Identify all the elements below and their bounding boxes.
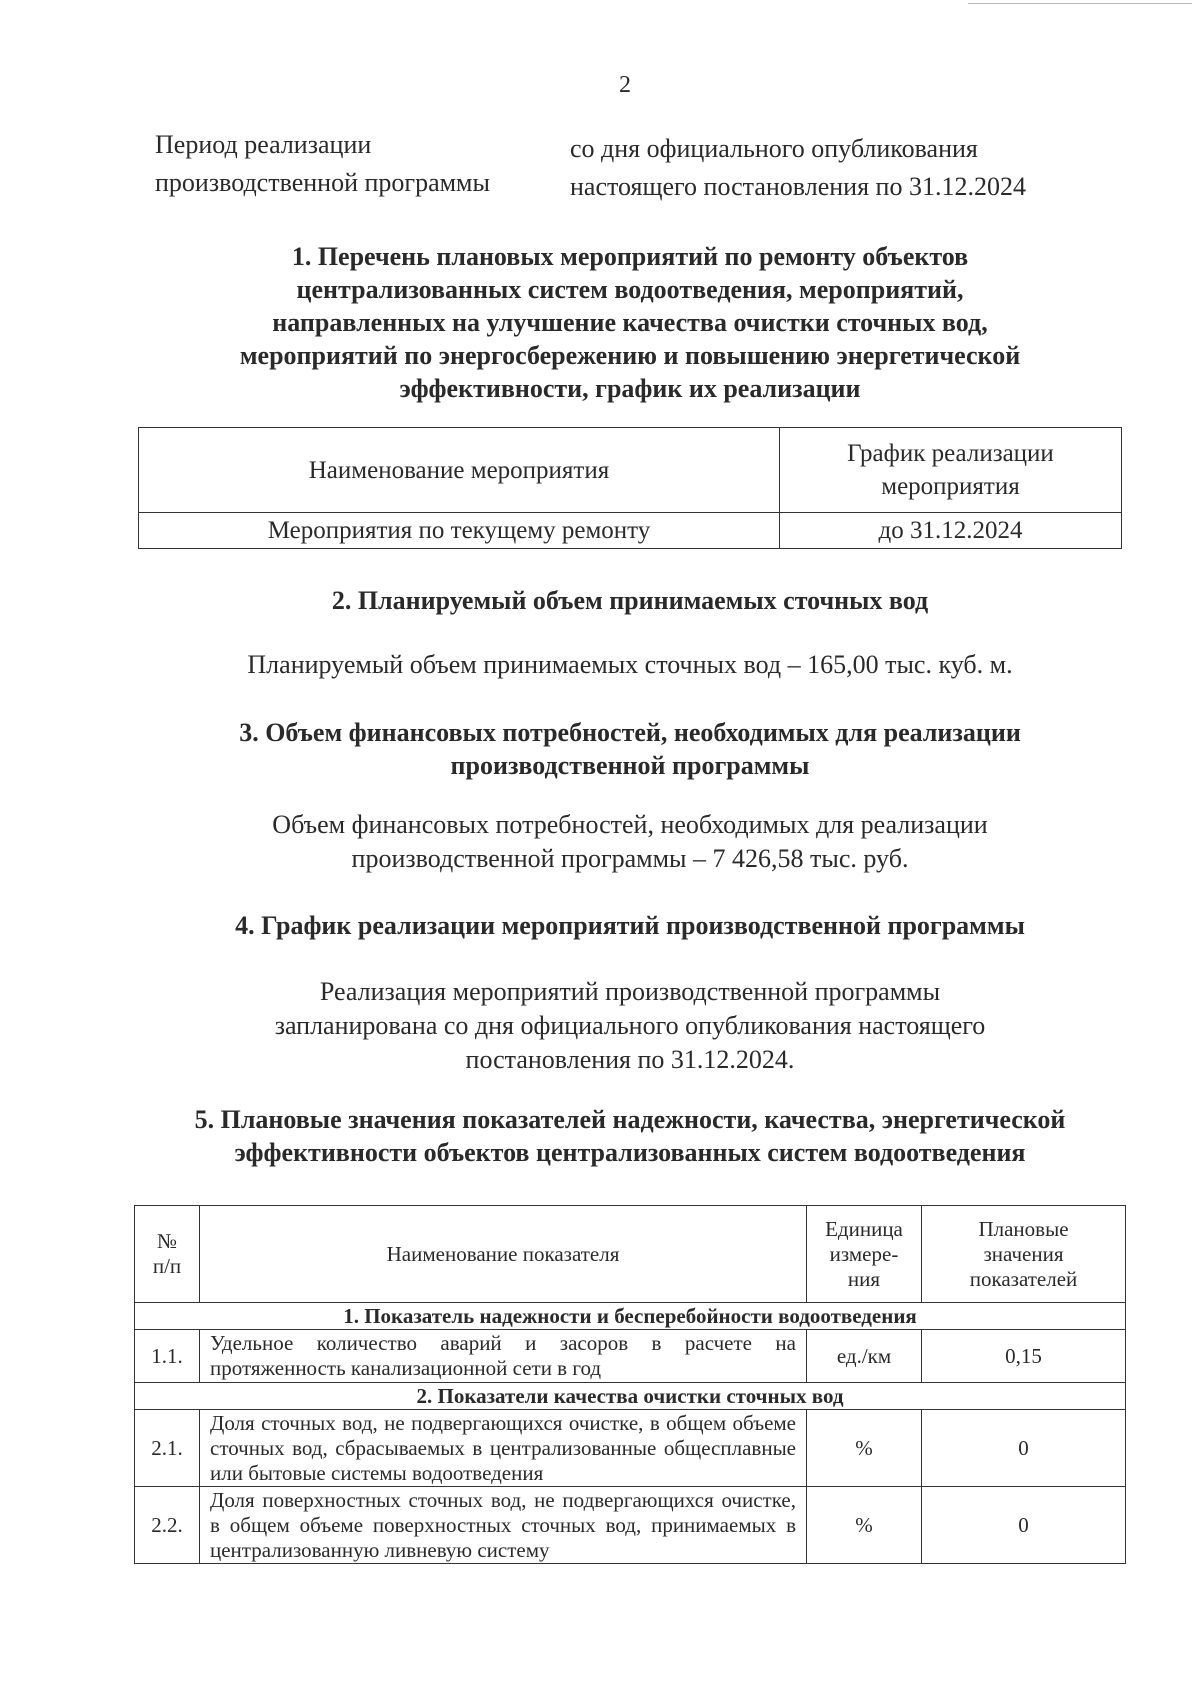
- section-4-title: 4. График реализации мероприятий производственной программы: [235, 911, 1025, 940]
- table-header-row: [135, 1206, 1126, 1303]
- period-value: со дня официального опубликования настоящего постановления по 31.12.2024: [570, 134, 1026, 201]
- indicator-unit: %: [807, 1487, 922, 1564]
- indicator-unit: %: [807, 1410, 922, 1487]
- header-indicator-name: Наименование показателя: [200, 1206, 807, 1303]
- header-planned-value: Плановые значения показателей: [922, 1206, 1126, 1303]
- group-treatment-quality: 2. Показатели качества очистки сточных вод: [135, 1383, 1126, 1410]
- header-number: № п/п: [135, 1206, 200, 1303]
- top-edge-line: [968, 3, 1192, 4]
- indicator-name: Доля поверхностных сточных вод, не подвергающихся очистке, в общем объеме поверхностных сточных вод, принимаемых в централизованную ливневую систему: [200, 1487, 807, 1564]
- section-1-title: 1. Перечень плановых мероприятий по ремонту объектов централизованных систем водоотведения, мероприятий, направленных на улучшение качества очистки сточных вод, мероприятий по энергосбережению и повышению энергетической эффективности, график их реализации: [239, 242, 1021, 403]
- indicator-value: 0: [922, 1410, 1126, 1487]
- indicator-unit: ед./км: [807, 1330, 922, 1383]
- header-schedule: График реализации мероприятия: [780, 428, 1122, 513]
- indicator-value: 0: [922, 1487, 1126, 1564]
- section-2-text: Планируемый объем принимаемых сточных вод – 165,00 тыс. куб. м.: [247, 650, 1013, 679]
- group-row: [135, 1303, 1126, 1330]
- section-5-title: 5. Плановые значения показателей надежности, качества, энергетической эффективности объектов централизованных систем водоотведения: [194, 1105, 1066, 1167]
- row-number: 2.1.: [135, 1410, 200, 1487]
- row-number: 1.1.: [135, 1330, 200, 1383]
- row-number: 2.2.: [135, 1487, 200, 1564]
- table-row: [135, 1410, 1126, 1487]
- indicator-name: Доля сточных вод, не подвергающихся очистке, в общем объеме сточных вод, сбрасываемых в централизованные общесплавные или бытовые системы водоотведения: [200, 1410, 807, 1487]
- indicators-table: [134, 1205, 1126, 1564]
- group-reliability: 1. Показатель надежности и бесперебойности водоотведения: [135, 1303, 1126, 1330]
- activity-schedule: до 31.12.2024: [780, 513, 1122, 549]
- activity-name: Мероприятия по текущему ремонту: [139, 513, 780, 549]
- group-row: [135, 1383, 1126, 1410]
- table-row: [135, 1487, 1126, 1564]
- activities-table: [138, 427, 1122, 549]
- section-2-title: 2. Планируемый объем принимаемых сточных вод: [331, 586, 929, 615]
- page-number: 2: [619, 72, 631, 98]
- section-3-text: Объем финансовых потребностей, необходимых для реализации производственной программы – 7 426,58 тыс. руб.: [272, 810, 988, 873]
- header-activity-name: Наименование мероприятия: [139, 428, 780, 513]
- header-unit: Единица измере- ния: [807, 1206, 922, 1303]
- section-3-title: 3. Объем финансовых потребностей, необходимых для реализации производственной программы: [239, 718, 1021, 780]
- indicator-value: 0,15: [922, 1330, 1126, 1383]
- table-row: [135, 1330, 1126, 1383]
- section-4-text: Реализация мероприятий производственной программы запланирована со дня официального опубликования настоящего постановления по 31.12.2024.: [274, 977, 986, 1074]
- table-row: [139, 513, 1122, 549]
- indicator-name: Удельное количество аварий и засоров в расчете на протяженность канализационной сети в год: [200, 1330, 807, 1383]
- period-label: Период реализации производственной программы: [155, 130, 490, 197]
- table-header-row: [139, 428, 1122, 513]
